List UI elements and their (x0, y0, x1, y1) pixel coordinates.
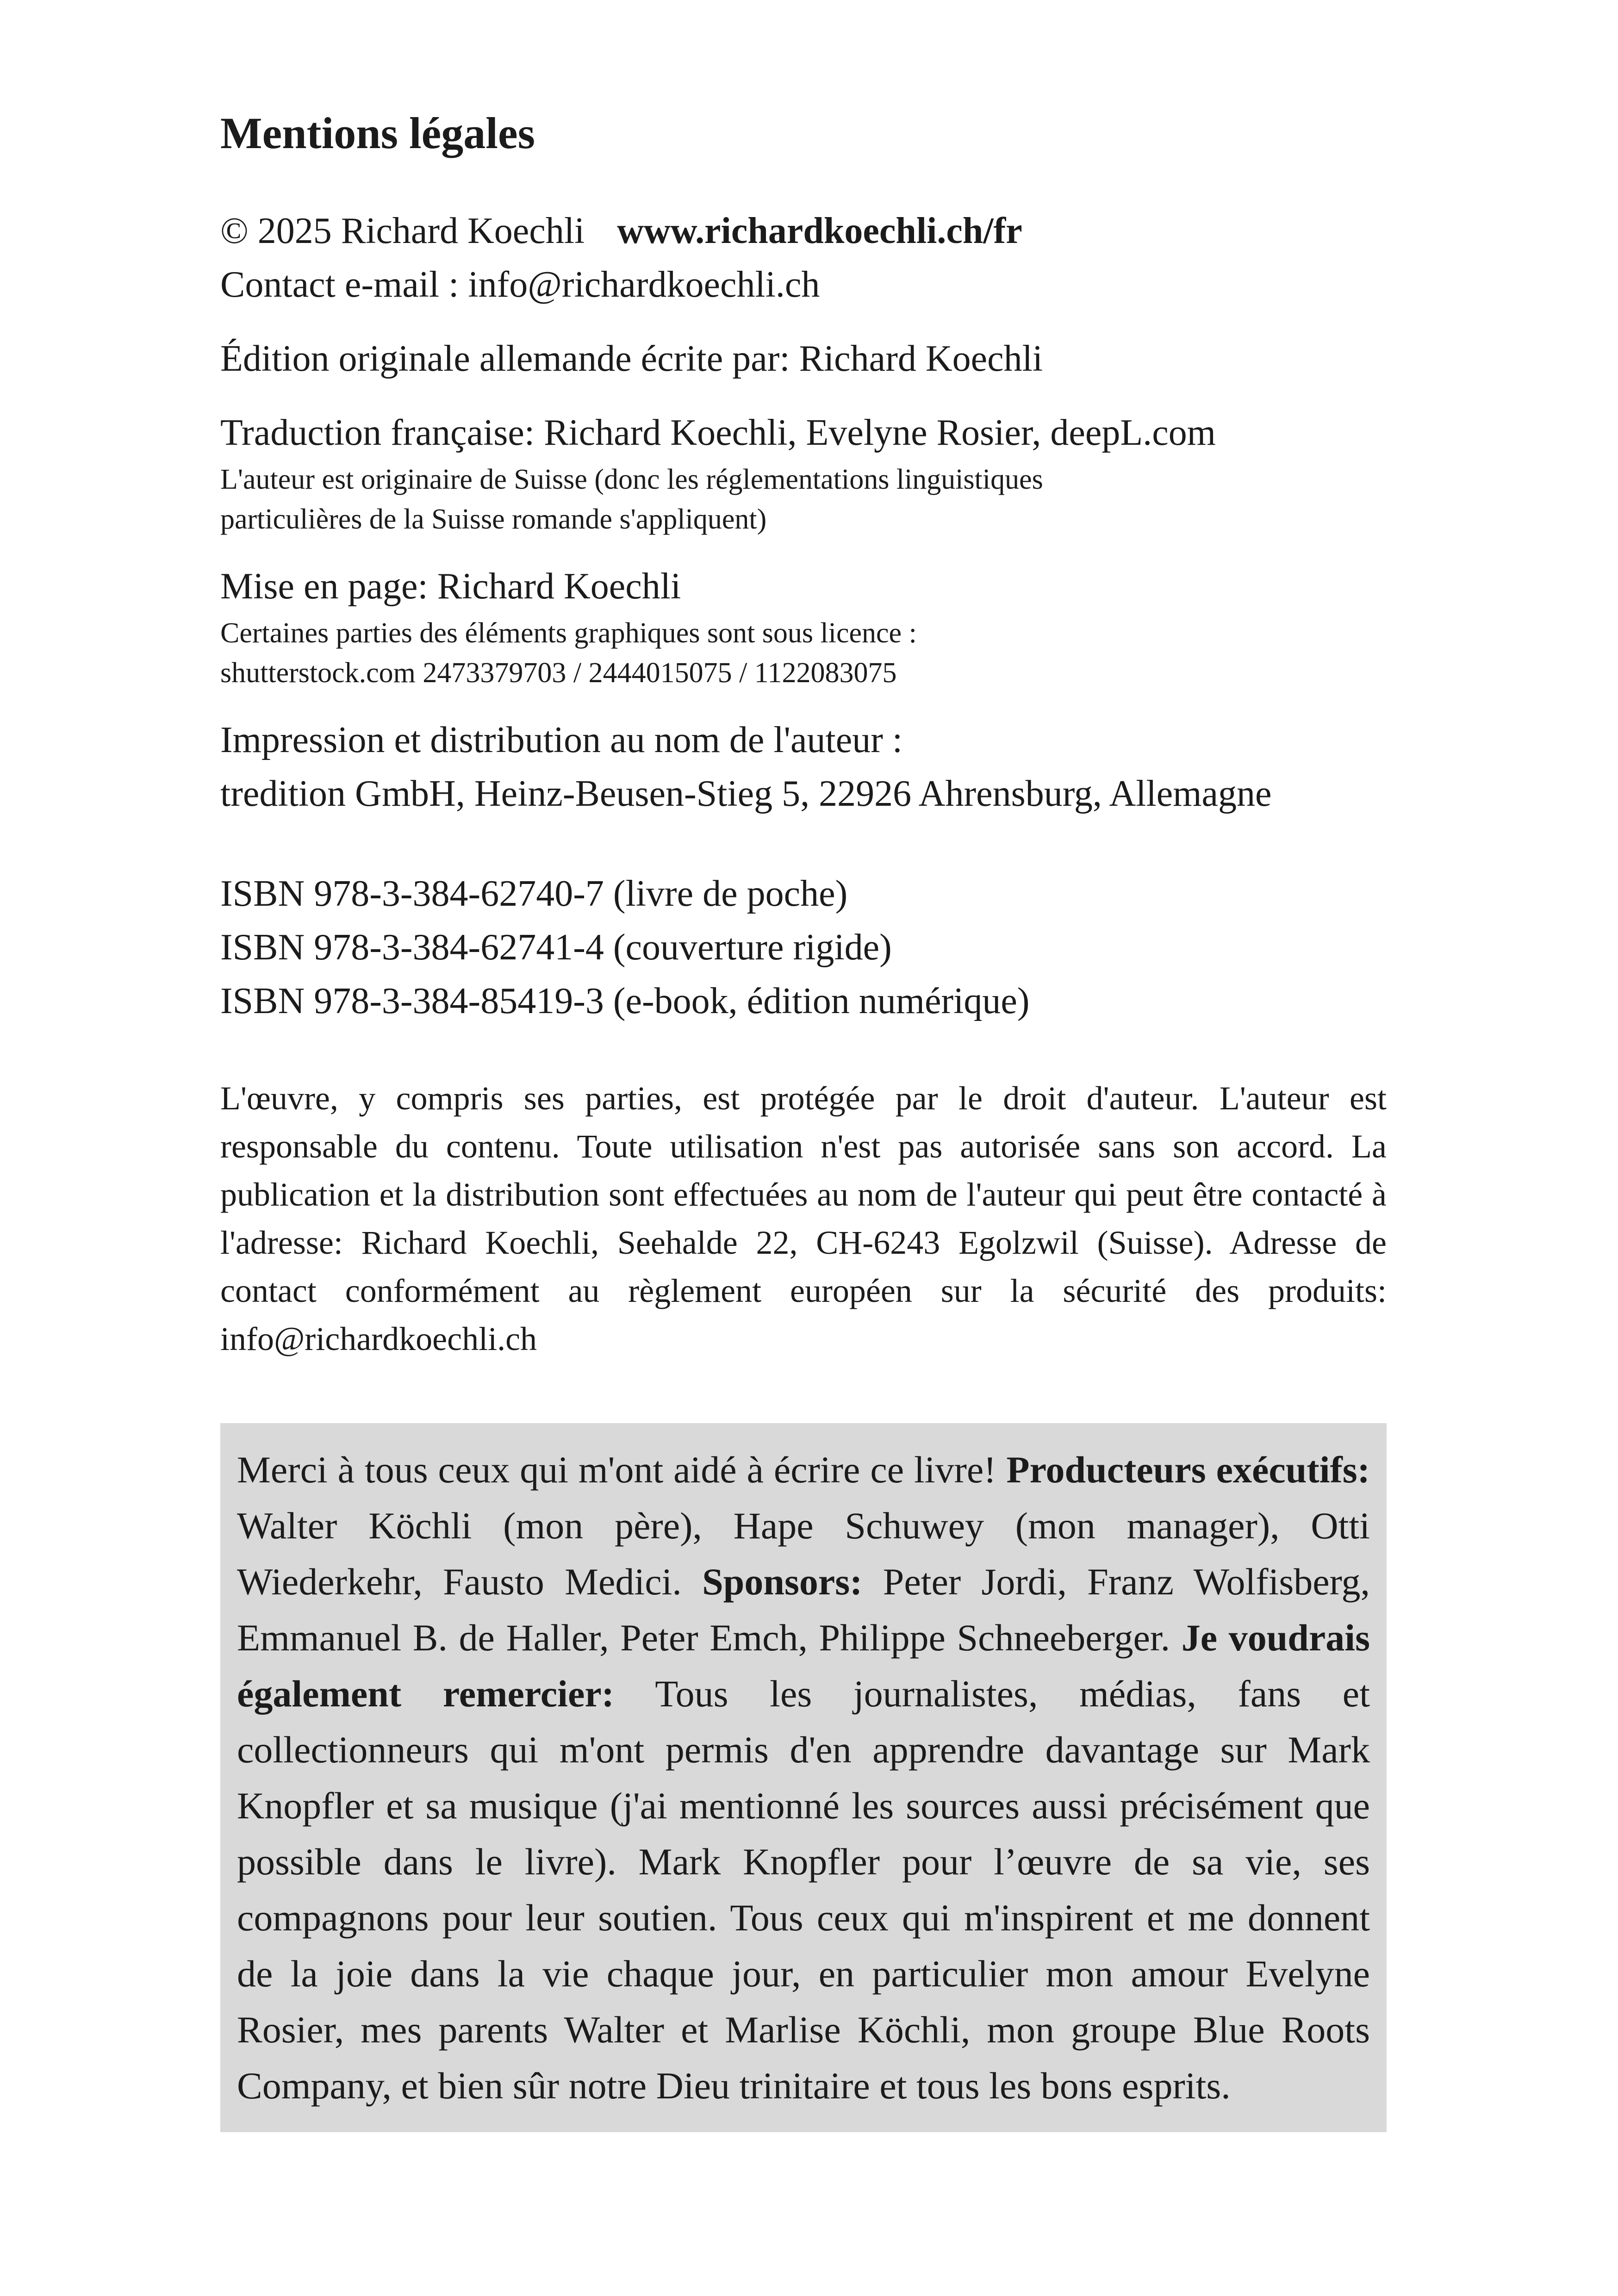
sponsors-text: Peter Jordi, Franz Wolfisberg, Emmanuel B. de Haller, Peter Emch, Philippe Schneeberger. (237, 1561, 1370, 1659)
legal-notice-page (220, 106, 1387, 2132)
also-thanks-label: Je voudrais également remercier: (237, 1617, 1370, 1715)
edition-credit: Édition originale allemande écrite par: Richard Koechli (220, 338, 1043, 380)
thanks-intro: Merci à tous ceux qui m'ont aidé à écrire ce livre! (237, 1449, 1007, 1491)
layout-credit: Mise en page: Richard Koechli (220, 566, 681, 607)
translation-note-line-1: L'auteur est originaire de Suisse (donc les réglementations linguistiques (220, 464, 1043, 496)
sponsors-label: Sponsors: (702, 1561, 863, 1603)
website-link[interactable]: www.richardkoechli.ch/fr (617, 211, 1022, 252)
producers-label: Producteurs exécutifs: (1006, 1449, 1370, 1491)
producers-text: Walter Köchli (mon père), Hape Schuwey (mon manager), Otti Wiederkehr, Fausto Medici. (237, 1505, 1370, 1603)
license-note-line-1: Certaines parties des éléments graphiques sont sous licence : (220, 617, 917, 649)
license-note-line-2: shutterstock.com 2473379703 / 2444015075 / 1122083075 (220, 657, 897, 689)
page-title: Mentions légales (220, 108, 535, 158)
isbn-hardcover: ISBN 978-3-384-62741-4 (couverture rigide) (220, 927, 892, 968)
isbn-paperback: ISBN 978-3-384-62740-7 (livre de poche) (220, 873, 848, 915)
acknowledgements-box (220, 1423, 1387, 2132)
printing-line-1: Impression et distribution au nom de l'auteur : (220, 720, 903, 761)
printing-line-2: tredition GmbH, Heinz-Beusen-Stieg 5, 22926 Ahrensburg, Allemagne (220, 773, 1272, 815)
translation-credit: Traduction française: Richard Koechli, Evelyne Rosier, deepL.com (220, 412, 1216, 454)
isbn-ebook: ISBN 978-3-384-85419-3 (e-book, édition numérique) (220, 981, 1030, 1022)
copyright-legal-text: L'œuvre, y compris ses parties, est protégée par le droit d'auteur. L'auteur est responsable du contenu. Toute utilisation n'est pas autorisée sans son accord. La publication et la distribution sont effectuées au nom de l'auteur qui peut être contacté à l'adresse: Richard Koechli, Seehalde 22, CH-6243 Egolzwil (Suisse). Adresse de contact conformément au règlement européen sur la sécurité des produits: info@richardkoechli.ch (220, 1080, 1387, 1358)
copyright-text: © 2025 Richard Koechli (220, 211, 585, 252)
copyright-line (220, 204, 1387, 258)
contact-email: Contact e-mail : info@richardkoechli.ch (220, 264, 820, 305)
also-thanks-text: Tous les journalistes, médias, fans et collectionneurs qui m'ont permis d'en apprendre davantage sur Mark Knopfler et sa musique (j'ai mentionné les sources aussi précisément que possible dans le livre). Mark Knopfler pour l’œuvre de sa vie, ses compagnons pour leur soutien. Tous ceux qui m'inspirent et me donnent de la joie dans la vie chaque jour, en particulier mon amour Evelyne Rosier, mes parents Walter et Marlise Köchli, mon groupe Blue Roots Company, et bien sûr notre Dieu trinitaire et tous les bons esprits. (237, 1673, 1370, 2107)
translation-note-line-2: particulières de la Suisse romande s'appliquent) (220, 504, 767, 535)
